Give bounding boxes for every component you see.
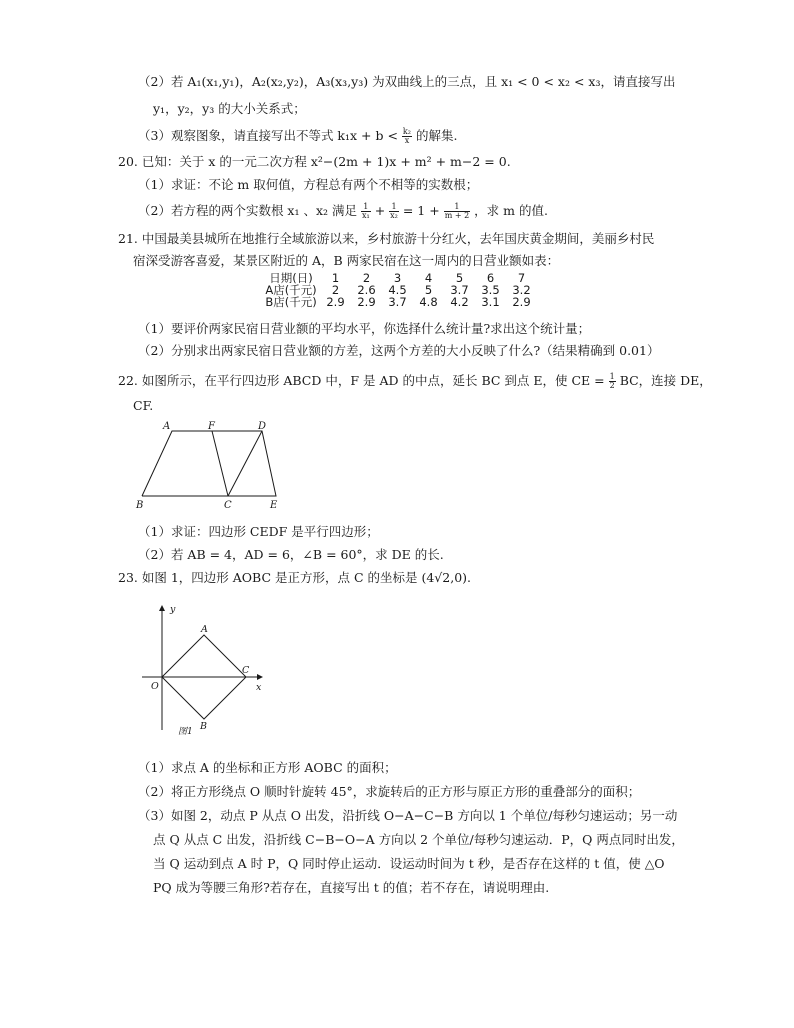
q20-f3-den: m + 2 — [444, 211, 470, 220]
q22-stem — [118, 373, 712, 390]
table-cell: 2 — [362, 271, 371, 285]
table-cell: 2.9 — [326, 295, 345, 309]
q23-part3-line1: （3）如图 2，动点 P 从点 O 出发，沿折线 O−A−C−B 方向以 1 个单位/每秒匀速运动；另一动 — [138, 808, 678, 823]
parallelogram-outline — [142, 431, 276, 496]
q23-stem: 23. 如图 1，四边形 AOBC 是正方形，点 C 的坐标是 (4√2,0). — [118, 570, 471, 585]
q22-frac-den: 2 — [609, 381, 615, 390]
q20-f3-num: 1 — [444, 203, 470, 212]
table-cell: 6 — [486, 271, 495, 285]
q23-part3-line2: 点 Q 从点 C 出发，沿折线 C−B−O−A 方向以 2 个单位/每秒匀速运动．P，Q 两点同时出发， — [153, 832, 684, 847]
table-row-header: 日期(日) — [269, 271, 313, 285]
q20-f2-num: 1 — [389, 203, 399, 212]
q22-stem-end: BC，连接 DE， — [619, 373, 712, 388]
q19-fraction — [402, 128, 412, 145]
label-b: B — [136, 500, 144, 511]
table-cell: 4 — [424, 271, 433, 285]
q21-stem-line2: 宿深受游客喜爱，某景区附近的 A，B 两家民宿在这一周内的日营业额如表： — [133, 253, 560, 268]
q21-part2: （2）分别求出两家民宿日营业额的方差，这两个方差的大小反映了什么?（结果精确到 0.01） — [138, 343, 660, 358]
q20-fraction-2 — [389, 203, 399, 220]
table-cell: 4.5 — [388, 283, 407, 297]
q20-fraction-3 — [444, 203, 470, 220]
q20-part2-text: （2）若方程的两个实数根 x₁ 、x₂ 满足 — [138, 203, 357, 218]
table-row-header: A店(千元) — [265, 283, 317, 297]
q22-stem-text: 22. 如图所示，在平行四边形 ABCD 中，F 是 AD 的中点，延长 BC 到点 E，使 CE = — [118, 373, 605, 388]
q21-part1: （1）要评价两家民宿日营业额的平均水平，你选择什么统计量?求出这个统计量； — [138, 321, 591, 336]
q19-part3-end: 的解集. — [415, 128, 458, 143]
q19-part3-text: （3）观察图象，请直接写出不等式 k₁x + b < — [138, 128, 398, 143]
table-row-header: B店(千元) — [265, 295, 317, 309]
square-figure — [140, 598, 280, 740]
revenue-table — [262, 272, 537, 308]
table-cell: 3.7 — [450, 283, 469, 297]
table-cell: 3.2 — [512, 283, 531, 297]
table-cell: 5 — [424, 283, 433, 297]
label-a: A — [163, 421, 171, 432]
label-c: C — [242, 665, 250, 676]
label-o: O — [151, 681, 159, 692]
table-cell: 2.9 — [357, 295, 376, 309]
q20-part2 — [138, 203, 548, 220]
q20-fraction-1 — [361, 203, 371, 220]
label-c: C — [224, 500, 232, 511]
table-cell: 4.2 — [450, 295, 469, 309]
table-cell: 3.1 — [481, 295, 500, 309]
label-a: A — [201, 624, 208, 635]
table-cell: 3.7 — [388, 295, 407, 309]
q19-frac-num: k₂ — [402, 127, 411, 136]
q19-part2-line2: y₁，y₂，y₃ 的大小关系式； — [153, 101, 306, 116]
q20-equals: = 1 + — [402, 203, 440, 218]
q23-part1: （1）求点 A 的坐标和正方形 AOBC 的面积； — [138, 760, 397, 775]
q22-part2: （2）若 AB = 4，AD = 6，∠B = 60°，求 DE 的长. — [138, 547, 444, 562]
q22-fraction — [609, 373, 616, 390]
table-cell: 7 — [517, 271, 526, 285]
q23-part3-line3: 当 Q 运动到点 A 时 P，Q 同时停止运动．设运动时间为 t 秒，是否存在这样的 t 值，使 △O — [153, 856, 665, 871]
q22-stem-line2: CF. — [133, 398, 154, 413]
label-y: y — [170, 604, 176, 615]
q20-stem: 20. 已知：关于 x 的一元二次方程 x²−(2m + 1)x + m² + m−2 = 0. — [118, 154, 511, 169]
table-cell: 1 — [331, 271, 340, 285]
q20-f2-den: x₂ — [390, 211, 398, 220]
table-cell: 2 — [331, 283, 340, 297]
q20-part1: （1）求证：不论 m 取何值，方程总有两个不相等的实数根； — [138, 177, 479, 192]
segment-fc — [212, 431, 228, 496]
q23-part2: （2）将正方形绕点 O 顺时针旋转 45°，求旋转后的正方形与原正方形的重叠部分的面积； — [138, 784, 641, 799]
parallelogram-figure — [130, 420, 290, 512]
q19-part2-line1: （2）若 A₁(x₁,y₁)，A₂(x₂,y₂)，A₃(x₃,y₃) 为双曲线上的三点，且 x₁ < 0 < x₂ < x₃，请直接写出 — [138, 74, 676, 89]
q20-f1-num: 1 — [361, 203, 371, 212]
label-b: B — [200, 721, 207, 732]
table-cell: 4.8 — [419, 295, 438, 309]
label-x: x — [256, 682, 262, 693]
q20-part2-end: ，求 m 的值. — [474, 203, 548, 218]
label-f: F — [208, 421, 215, 432]
table-cell: 3.5 — [481, 283, 500, 297]
q19-part3 — [138, 128, 457, 145]
table-cell: 5 — [455, 271, 464, 285]
label-e: E — [270, 500, 278, 511]
q19-frac-den: x — [404, 136, 410, 145]
segment-cd — [228, 431, 262, 496]
table-cell: 2.6 — [357, 283, 376, 297]
q23-part3-line4: PQ 成为等腰三角形?若存在，直接写出 t 的值；若不存在，请说明理由. — [153, 880, 550, 895]
label-d: D — [258, 421, 267, 432]
q22-frac-num: 1 — [609, 372, 615, 381]
q22-part1: （1）求证：四边形 CEDF 是平行四边形； — [138, 524, 379, 539]
figure-caption: 图1 — [178, 727, 193, 737]
table-cell: 2.9 — [512, 295, 531, 309]
q21-stem-line1: 21. 中国最美县城所在地推行全域旅游以来，乡村旅游十分红火，去年国庆黄金期间，美丽乡村民 — [118, 231, 655, 246]
table-row — [262, 296, 537, 308]
q20-plus: + — [374, 203, 386, 218]
table-cell: 3 — [393, 271, 402, 285]
q20-f1-den: x₁ — [361, 211, 370, 220]
